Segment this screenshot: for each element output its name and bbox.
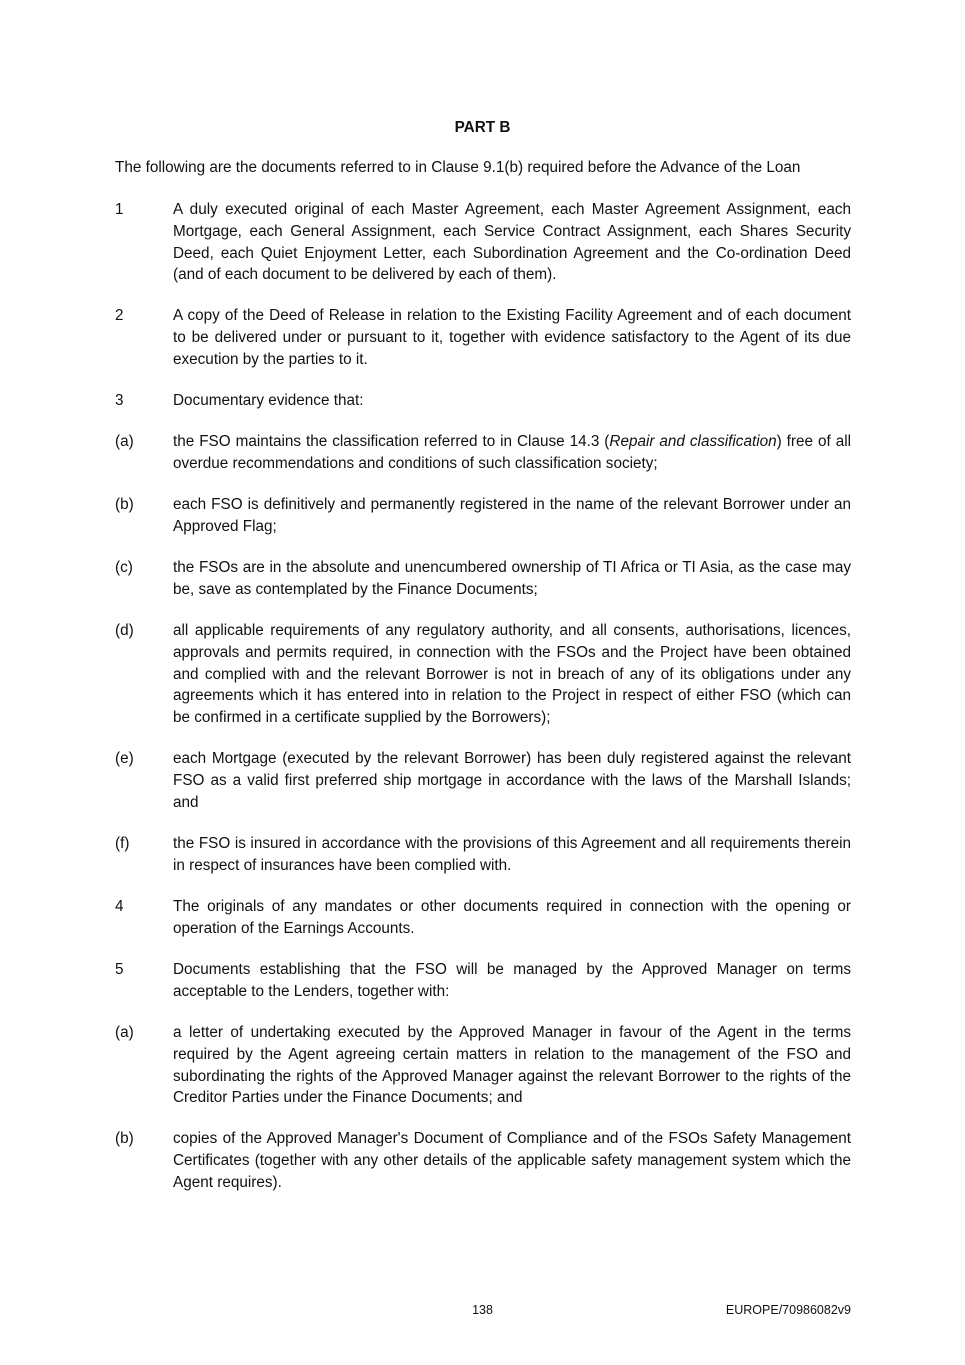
item-text-part: the FSO maintains the classification referred to in Clause 14.3 ( — [173, 433, 610, 450]
item-text: A duly executed original of each Master Agreement, each Master Agreement Assignment, each Mortgage, each General Assignment, each Service Contract Assignment, each Shares Security Deed, each Quiet Enjoyment Letter, each Subordination Agreement and the Co-ordination Deed (and of each document to be delivered by each of them). — [173, 201, 851, 284]
list-item — [115, 748, 851, 813]
item-text: Documents establishing that the FSO will be managed by the Approved Manager on terms acceptable to the Lenders, together with: — [173, 961, 851, 1000]
list-item — [115, 557, 851, 601]
item-number: (b) — [115, 1130, 134, 1147]
item-text: Documentary evidence that: — [173, 392, 364, 409]
list-item — [115, 620, 851, 729]
list-item — [115, 959, 851, 1003]
list-item — [115, 833, 851, 877]
list-item — [115, 1128, 851, 1193]
item-text: all applicable requirements of any regulatory authority, and all consents, authorisations, licences, approvals and permits required, in connection with the FSOs and the Project have been obtained and complied with and the relevant Borrower is not in breach of any of its obligations under any agreements which it has entered into in relation to the Project in respect of either FSO (which can be confirmed in a certificate supplied by the Borrowers); — [173, 622, 851, 727]
item-number: (d) — [115, 622, 134, 639]
item-number: 5 — [115, 961, 124, 978]
item-text: the FSO is insured in accordance with the provisions of this Agreement and all requirements therein in respect of insurances have been complied with. — [173, 835, 851, 874]
list-item — [115, 199, 851, 286]
document-reference: EUROPE/70986082v9 — [725, 1303, 851, 1317]
item-number: (b) — [115, 496, 134, 513]
list-item — [115, 896, 851, 940]
item-text: each Mortgage (executed by the relevant Borrower) has been duly registered against the relevant FSO as a valid first preferred ship mortgage in accordance with the laws of the Marshall Islands; and — [173, 750, 851, 811]
item-text: each FSO is definitively and permanently registered in the name of the relevant Borrower under an Approved Flag; — [173, 496, 851, 535]
item-number: 1 — [115, 201, 124, 218]
page-heading: PART B — [454, 119, 511, 136]
item-text-part: ) free of all overdue recommendations and conditions of such classification society; — [173, 433, 851, 472]
item-number: (e) — [115, 750, 134, 767]
item-text: copies of the Approved Manager's Document of Compliance and of the FSOs Safety Management Certificates (together with any other details of the applicable safety management system which the Agent requires). — [173, 1130, 851, 1191]
clause-title-italic: Repair and classification — [609, 433, 777, 450]
item-number: 4 — [115, 898, 124, 915]
intro-paragraph: The following are the documents referred to in Clause 9.1(b) required before the Advance of the Loan — [115, 159, 801, 176]
list-item — [115, 390, 851, 412]
list-item — [115, 1022, 851, 1109]
item-text: the FSOs are in the absolute and unencumbered ownership of TI Africa or TI Asia, as the case may be, save as contemplated by the Finance Documents; — [173, 559, 851, 598]
item-number: (a) — [115, 1024, 134, 1041]
item-text: The originals of any mandates or other documents required in connection with the opening or operation of the Earnings Accounts. — [173, 898, 851, 937]
item-text: a letter of undertaking executed by the Approved Manager in favour of the Agent in the terms required by the Agent agreeing certain matters in relation to the management of the FSO and subordinating the rights of the Approved Manager against the relevant Borrower to the rights of the Creditor Parties under the Finance Documents; and — [173, 1024, 851, 1107]
page-number: 138 — [472, 1303, 493, 1317]
list-item — [115, 431, 851, 475]
item-text — [173, 431, 851, 475]
item-number: 3 — [115, 392, 124, 409]
item-text: A copy of the Deed of Release in relation to the Existing Facility Agreement and of each document to be delivered under or pursuant to it, together with evidence satisfactory to the Agent of its due execution by the parties to it. — [173, 307, 851, 368]
item-number: 2 — [115, 307, 124, 324]
list-item — [115, 305, 851, 370]
item-number: (c) — [115, 559, 133, 576]
list-item — [115, 494, 851, 538]
item-number: (f) — [115, 835, 130, 852]
item-number: (a) — [115, 433, 134, 450]
